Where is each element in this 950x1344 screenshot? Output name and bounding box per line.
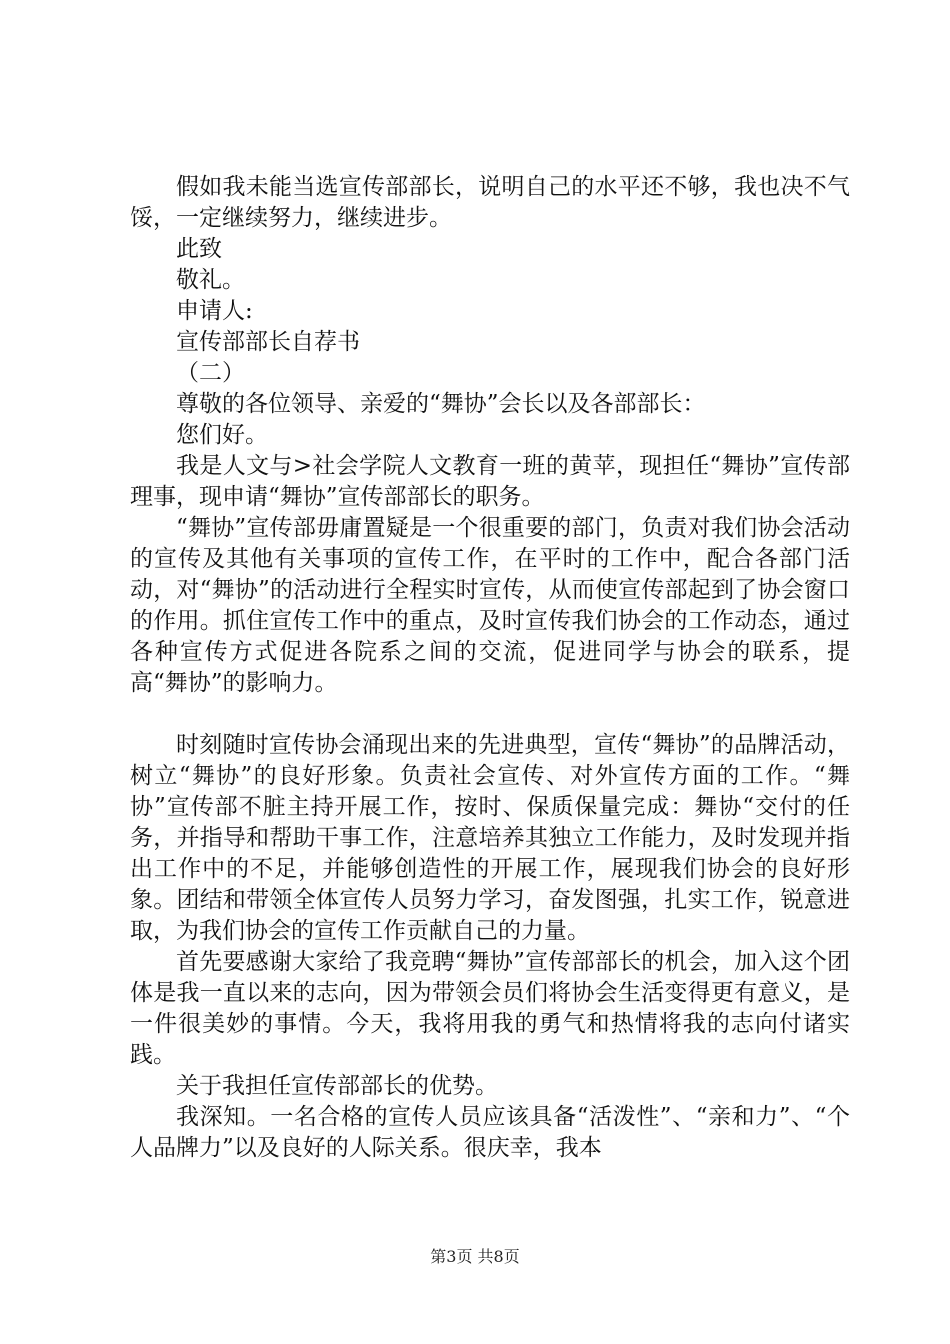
paragraph-salutation: 尊敬的各位领导、亲爱的“舞协”会长以及各部部长： xyxy=(176,391,706,417)
section-title: 宣传部部长自荐书 xyxy=(176,329,360,355)
paragraph-department-role: “舞协”宣传部毋庸置疑是一个很重要的部门，负责对我们协会活动的宣传及其他有关事项的宣传工作，在平时的工作中，配合各部门活动，对“舞协”的活动进行全程实时宣传，从而使宣传部起到了协会窗口的作用。抓住宣传工作中的重点，及时宣传我们协会的工作动态，通过各种宣传方式促进各院系之间的交流，促进同学与协会的联系，提高“舞协”的影响力。 xyxy=(130,515,850,696)
document-body xyxy=(130,172,850,1164)
paragraph-closing-jingli: 敬礼。 xyxy=(176,267,245,293)
paragraph-greeting: 您们好。 xyxy=(176,422,268,448)
paragraph-responsibilities: 时刻随时宣传协会涌现出来的先进典型，宣传“舞协”的品牌活动，树立“舞协”的良好形象。负责社会宣传、对外宣传方面的工作。“舞协”宣传部不脏主持开展工作，按时、保质保量完成：舞协“交付的任务，并指导和帮助干事工作，注意培养其独立工作能力，及时发现并指出工作中的不足，并能够创造性的开展工作，展现我们协会的良好形象。团结和带领全体宣传人员努力学习，奋发图强，扎实工作，锐意进取，为我们协会的宣传工作贡献自己的力量。 xyxy=(130,732,850,944)
paragraph-closing-cizhi: 此致 xyxy=(176,236,222,262)
paragraph-advantages-heading: 关于我担任宣传部部长的优势。 xyxy=(176,1073,498,1099)
page-number-footer: 第3页 共8页 xyxy=(430,1247,520,1266)
paragraph-thanks: 首先要感谢大家给了我竞聘“舞协”宣传部部长的机会，加入这个团体是我一直以来的志向，因为带领会员们将协会生活变得更有意义，是一件很美妙的事情。今天，我将用我的勇气和热情将我的志向付诸实践。 xyxy=(130,949,850,1068)
paragraph-not-elected: 假如我未能当选宣传部部长，说明自己的水平还不够，我也决不气馁，一定继续努力，继续进步。 xyxy=(130,174,850,231)
section-number: （二） xyxy=(176,360,245,386)
paragraph-introduction: 我是人文与>社会学院人文教育一班的黄苹，现担任“舞协”宣传部理事，现申请“舞协”宣传部部长的职务。 xyxy=(130,453,850,510)
paragraph-applicant: 申请人: xyxy=(176,298,253,324)
paragraph-qualities: 我深知。一名合格的宣传人员应该具备“活泼性”、“亲和力”、“个人品牌力”以及良好的人际关系。很庆幸，我本 xyxy=(130,1104,850,1161)
